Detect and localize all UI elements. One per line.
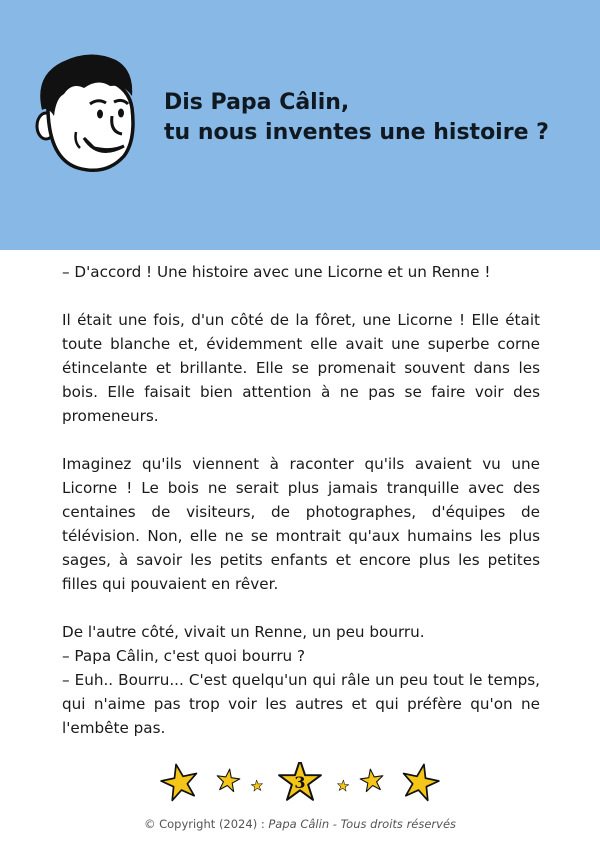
page-number: 3 bbox=[294, 773, 306, 792]
header-banner bbox=[0, 0, 600, 250]
star-icon bbox=[158, 762, 200, 802]
copyright-prefix: © Copyright (2024) : bbox=[143, 817, 269, 831]
star-icon bbox=[359, 768, 385, 793]
story-text bbox=[62, 260, 540, 740]
copyright-notice bbox=[0, 817, 600, 831]
star-icon bbox=[399, 762, 441, 802]
story-paragraph-6: – Euh.. Bourru... C'est quelqu'un qui râle un peu tout le temps, qui n'aime pas trop voir les autres et qui préfère qu'on ne l'embête pas. bbox=[62, 671, 540, 737]
story-paragraph-4: De l'autre côté, vivait un Renne, un peu bourru. bbox=[62, 623, 425, 641]
star-icon bbox=[215, 768, 241, 793]
story-paragraph-3: Imaginez qu'ils viennent à raconter qu'ils avaient vu une Licorne ! Le bois ne serait plus jamais tranquille avec des centaines de visiteurs, de photographes, d'équipes de télévision. Non, elle ne se montrait qu'aux humains les plus sages, à savoir les petits enfants et encore plus les petites filles qui pouvaient en rêver. bbox=[62, 455, 540, 593]
story-paragraph-2: Il était une fois, d'un côté de la fôret, une Licorne ! Elle était toute blanche et, évidemment elle avait une superbe corne étincelante et brillante. Elle se promenait souvent dans les bois. Elle faisait bien attention à ne pas se faire voir des promeneurs. bbox=[62, 311, 540, 425]
copyright-owner: Papa Câlin - Tous droits réservés bbox=[268, 817, 457, 831]
star-icon bbox=[251, 780, 263, 792]
story-paragraph-5: – Papa Câlin, c'est quoi bourru ? bbox=[62, 647, 306, 665]
story-paragraph-1: – D'accord ! Une histoire avec une Licorne et un Renne ! bbox=[62, 263, 491, 281]
page-title bbox=[164, 88, 549, 148]
papa-calin-avatar-icon bbox=[28, 48, 138, 178]
title-line-2: tu nous inventes une histoire ? bbox=[164, 120, 549, 145]
star-icon bbox=[337, 780, 349, 792]
title-line-1: Dis Papa Câlin, bbox=[164, 90, 350, 115]
